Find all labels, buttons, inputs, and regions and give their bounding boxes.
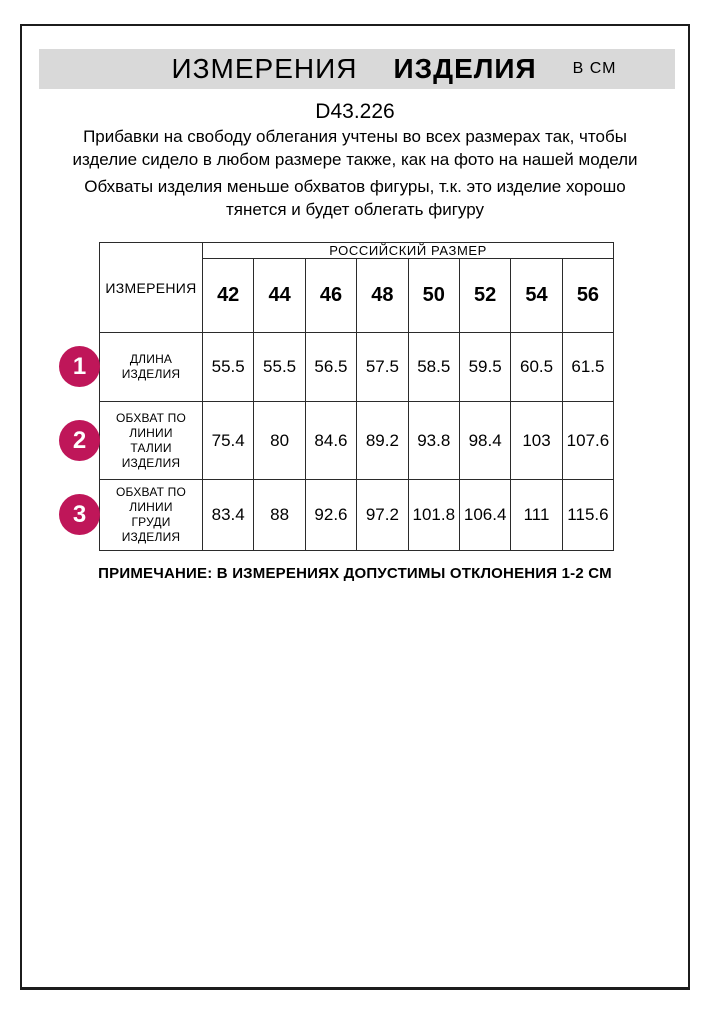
header-title-product: ИЗДЕЛИЯ (393, 53, 537, 84)
table-row (100, 402, 614, 480)
table-row (100, 333, 614, 402)
size-header: 56 (562, 259, 613, 333)
table-cell: 59.5 (459, 333, 510, 402)
intro-paragraph-fit: Прибавки на свободу облегания учтены во всех размерах так, чтобы изделие сидело в любом размере также, как на фото на нашей модели (72, 127, 638, 169)
table-cell: 92.6 (305, 480, 356, 551)
table-group-header-row (100, 243, 614, 259)
size-header: 48 (357, 259, 408, 333)
measurements-table (99, 242, 614, 551)
column-header-russian-size: РОССИЙСКИЙ РАЗМЕР (203, 243, 614, 259)
size-header: 42 (203, 259, 254, 333)
row-label-length: ДЛИНА ИЗДЕЛИЯ (100, 333, 203, 402)
row-label-chest-girth: ОБХВАТ ПО ЛИНИИ ГРУДИ ИЗДЕЛИЯ (100, 480, 203, 551)
header-title-measurements: ИЗМЕРЕНИЯ (171, 53, 358, 84)
table-cell: 60.5 (511, 333, 562, 402)
table-row (100, 480, 614, 551)
table-cell: 58.5 (408, 333, 459, 402)
row-label-waist-girth: ОБХВАТ ПО ЛИНИИ ТАЛИИ ИЗДЕЛИЯ (100, 402, 203, 480)
table-cell: 93.8 (408, 402, 459, 480)
tolerance-note: ПРИМЕЧАНИЕ: В ИЗМЕРЕНИЯХ ДОПУСТИМЫ ОТКЛОНЕНИЯ 1-2 СМ (98, 565, 612, 582)
table-cell: 88 (254, 480, 305, 551)
table-cell: 80 (254, 402, 305, 480)
intro-paragraph-stretch: Обхваты изделия меньше обхватов фигуры, т.к. это изделие хорошо тянется и будет облегать фигуру (84, 177, 626, 219)
table-cell: 57.5 (357, 333, 408, 402)
table-cell: 103 (511, 402, 562, 480)
row-number-badge-2 (59, 420, 100, 461)
table-cell: 84.6 (305, 402, 356, 480)
table-cell: 97.2 (357, 480, 408, 551)
table-cell: 98.4 (459, 402, 510, 480)
table-cell: 107.6 (562, 402, 613, 480)
header-unit-label: В СМ (572, 60, 617, 77)
size-header: 50 (408, 259, 459, 333)
badge-number: 3 (72, 500, 87, 528)
column-header-measurements: ИЗМЕРЕНИЯ (100, 243, 203, 333)
table-cell: 89.2 (357, 402, 408, 480)
intro-text (69, 125, 641, 221)
table-cell: 101.8 (408, 480, 459, 551)
product-code: D43.226 (315, 100, 395, 123)
table-cell: 61.5 (562, 333, 613, 402)
table-cell: 111 (511, 480, 562, 551)
table-cell: 75.4 (203, 402, 254, 480)
badge-number: 2 (72, 426, 87, 454)
size-header: 52 (459, 259, 510, 333)
table-cell: 56.5 (305, 333, 356, 402)
row-number-badge-3 (59, 494, 100, 535)
table-cell: 55.5 (203, 333, 254, 402)
row-number-badge-1 (59, 346, 100, 387)
size-header: 54 (511, 259, 562, 333)
table-cell: 115.6 (562, 480, 613, 551)
document-page (20, 24, 690, 990)
size-header: 44 (254, 259, 305, 333)
badge-number: 1 (72, 352, 87, 380)
table-cell: 83.4 (203, 480, 254, 551)
table-cell: 106.4 (459, 480, 510, 551)
size-header: 46 (305, 259, 356, 333)
table-cell: 55.5 (254, 333, 305, 402)
header-bar (39, 49, 675, 89)
